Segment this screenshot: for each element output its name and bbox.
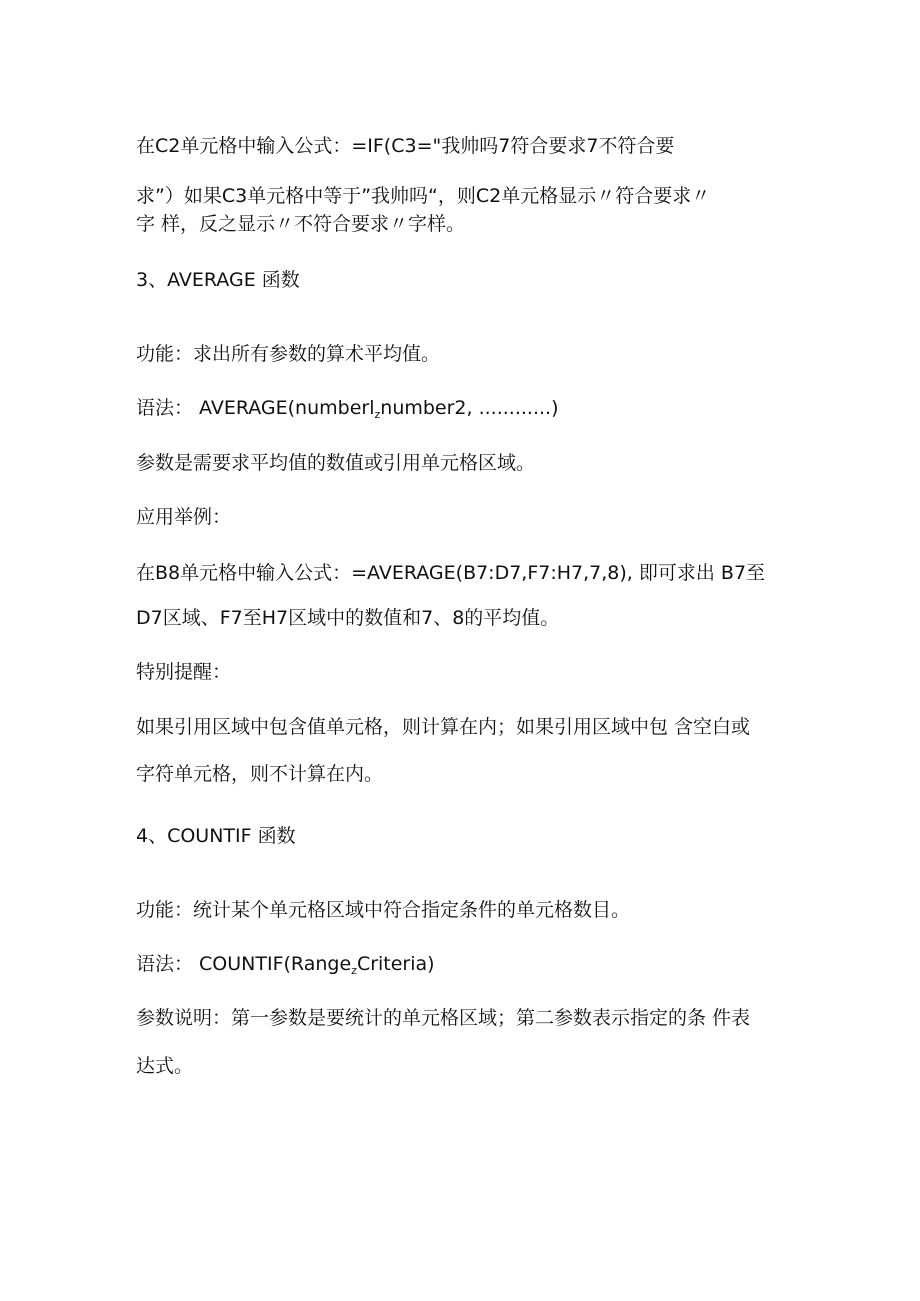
average-syntax <box>136 396 559 427</box>
countif-syntax <box>136 952 435 983</box>
countif-function: 功能：统计某个单元格区域中符合指定条件的单元格数目。 <box>136 899 631 921</box>
if-example-line-3: 字 样，反之显示〃不符合要求〃字样。 <box>136 213 466 235</box>
if-example-line-2: 求”）如果C3单元格中等于”我帅吗“，则C2单元格显示〃符合要求〃 <box>136 185 711 207</box>
average-note-label: 特别提醒： <box>136 661 232 683</box>
countif-syntax-prefix: 语法： COUNTIF(Range <box>136 953 352 975</box>
average-example-label: 应用举例： <box>136 506 232 528</box>
average-example-line-1: 在B8单元格中输入公式：=AVERAGE(B7:D7,F7:H7,7,8), 即可求出 B7至 <box>136 562 766 584</box>
average-params: 参数是需要求平均值的数值或引用单元格区域。 <box>136 452 536 474</box>
average-heading: 3、AVERAGE 函数 <box>136 269 300 291</box>
average-note-line-1: 如果引用区域中包含值单元格，则计算在内；如果引用区域中包 含空白或 <box>136 716 751 738</box>
countif-heading: 4、COUNTIF 函数 <box>136 825 296 847</box>
countif-params-line-1: 参数说明：第一参数是要统计的单元格区域；第二参数表示指定的条 件表 <box>136 1007 751 1029</box>
average-note-line-2: 字符单元格，则不计算在内。 <box>136 763 384 785</box>
average-syntax-subscript: z <box>374 408 381 421</box>
average-syntax-suffix: number2, ............) <box>380 397 559 419</box>
average-example-line-2: D7区域、F7至H7区域中的数值和7、8的平均值。 <box>136 607 560 629</box>
average-function: 功能：求出所有参数的算术平均值。 <box>136 343 441 365</box>
countif-syntax-subscript: z <box>351 964 357 977</box>
countif-syntax-suffix: Criteria) <box>356 953 435 975</box>
countif-params-line-2: 达式。 <box>136 1055 194 1077</box>
average-syntax-prefix: 语法： AVERAGE(numberl <box>136 397 375 419</box>
if-example-line-1: 在C2单元格中输入公式：=IF(C3="我帅吗7符合要求7不符合要 <box>136 135 675 157</box>
